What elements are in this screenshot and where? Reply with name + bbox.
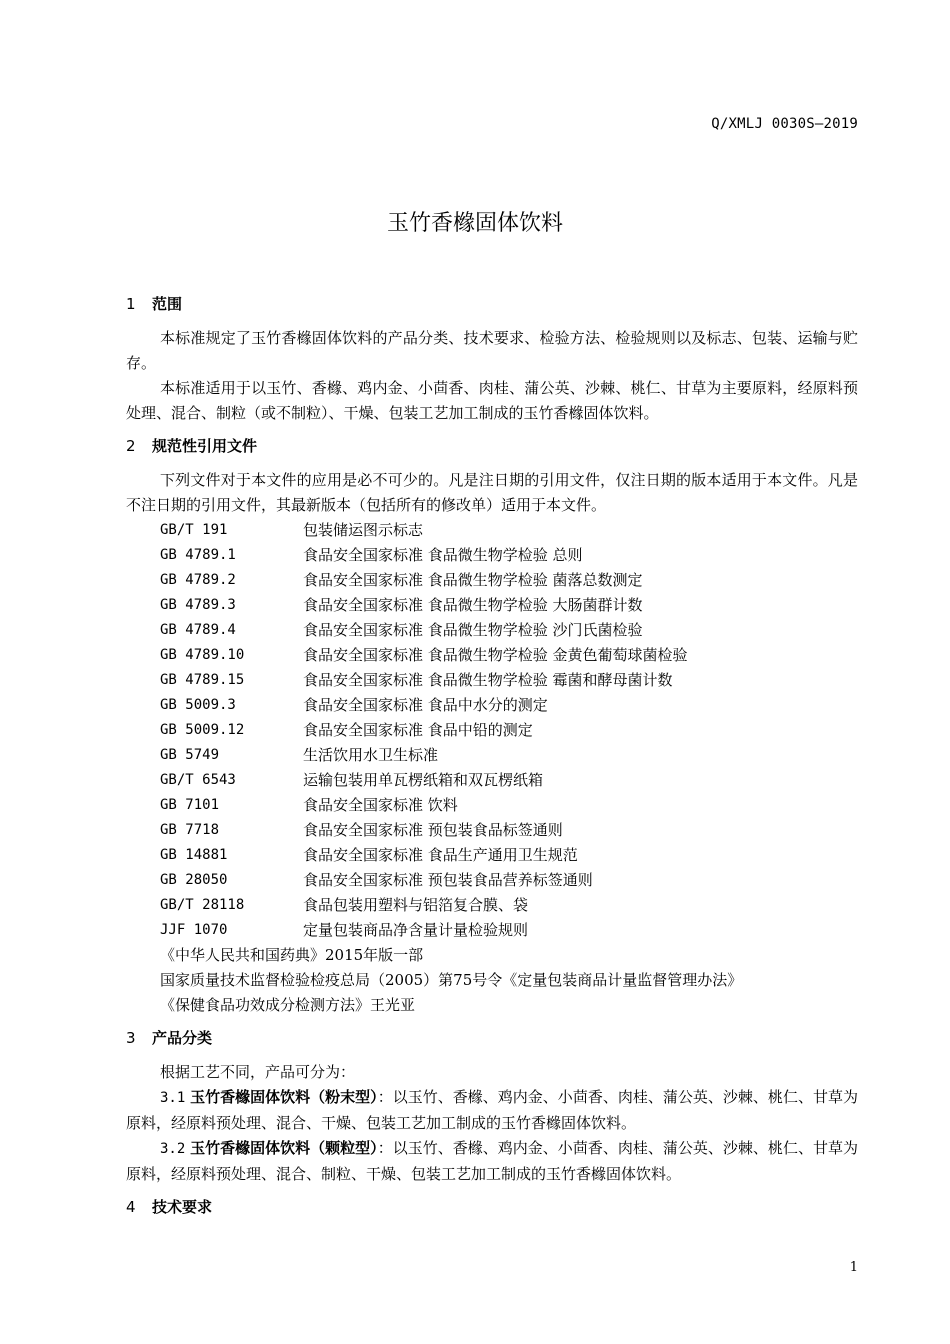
document-body (126, 292, 858, 1229)
reference-title: 食品安全国家标准 食品中铅的测定 (303, 721, 533, 739)
reference-title: 食品安全国家标准 食品微生物学检验 霉菌和酵母菌计数 (303, 671, 673, 689)
reference-code: JJF 1070 (160, 922, 228, 938)
section-heading-classification (126, 1026, 858, 1051)
reference-title: 食品安全国家标准 预包装食品标签通则 (303, 821, 563, 839)
reference-code: GB 5009.3 (160, 697, 236, 713)
section-number: 3 (126, 1029, 136, 1047)
reference-row (126, 718, 858, 743)
reference-row (126, 893, 858, 918)
reference-row (126, 518, 858, 543)
reference-title: 食品安全国家标准 食品微生物学检验 金黄色葡萄球菌检验 (303, 646, 688, 664)
subsection-number: 3.2 (160, 1141, 186, 1157)
reference-row (126, 793, 858, 818)
reference-title: 食品安全国家标准 饮料 (303, 796, 458, 814)
reference-code: GB 5749 (160, 747, 220, 763)
section-title: 技术要求 (152, 1198, 213, 1216)
reference-code: GB 4789.10 (160, 647, 245, 663)
reference-code: GB 4789.1 (160, 547, 236, 563)
reference-extra: 国家质量技术监督检验检疫总局（2005）第75号令《定量包装商品计量监督管理办法》 (160, 971, 743, 989)
reference-row (126, 543, 858, 568)
reference-row (126, 643, 858, 668)
reference-row (126, 743, 858, 768)
reference-code: GB 4789.2 (160, 572, 236, 588)
reference-row (126, 768, 858, 793)
reference-title: 食品安全国家标准 食品微生物学检验 菌落总数测定 (303, 571, 643, 589)
standard-code: Q/XMLJ 0030S—2019 (711, 116, 858, 132)
reference-code: GB 4789.15 (160, 672, 245, 688)
reference-title: 运输包装用单瓦楞纸箱和双瓦楞纸箱 (303, 771, 544, 789)
reference-title: 定量包装商品净含量计量检验规则 (303, 921, 529, 939)
reference-row (126, 568, 858, 593)
reference-row (126, 918, 858, 943)
reference-title: 包装储运图示标志 (303, 521, 424, 539)
reference-extra: 《中华人民共和国药典》2015年版一部 (160, 946, 424, 964)
references-intro: 下列文件对于本文件的应用是必不可少的。凡是注日期的引用文件，仅注日期的版本适用于本文件。凡是不注日期的引用文件，其最新版本（包括所有的修改单）适用于本文件。 (126, 471, 858, 514)
section-title: 范围 (152, 295, 183, 313)
reference-title: 食品安全国家标准 食品微生物学检验 总则 (303, 546, 583, 564)
reference-list (126, 518, 858, 943)
reference-code: GB 7718 (160, 822, 220, 838)
reference-title: 食品安全国家标准 食品中水分的测定 (303, 696, 548, 714)
classification-intro: 根据工艺不同，产品可分为： (160, 1063, 356, 1081)
reference-row (126, 693, 858, 718)
reference-code: GB 4789.3 (160, 597, 236, 613)
reference-title: 食品安全国家标准 预包装食品营养标签通则 (303, 871, 593, 889)
reference-row (126, 593, 858, 618)
subsection-text: ：以玉竹、香橼、鸡内金、小茴香、肉桂、蒲公英、沙棘、桃仁、甘草为原料，经原料预处理、混合、干燥、包装工艺加工制成的玉竹香橼固体饮料。 (126, 1088, 858, 1132)
reference-title: 生活饮用水卫生标准 (303, 746, 439, 764)
reference-title: 食品包装用塑料与铝箔复合膜、袋 (303, 896, 529, 914)
subsection-text: ：以玉竹、香橼、鸡内金、小茴香、肉桂、蒲公英、沙棘、桃仁、甘草为原料，经原料预处理、混合、制粒、干燥、包装工艺加工制成的玉竹香橼固体饮料。 (126, 1139, 858, 1183)
section-heading-requirements (126, 1195, 858, 1220)
subsection-label: 玉竹香橼固体饮料（粉末型） (190, 1088, 378, 1106)
reference-extra: 《保健食品功效成分检测方法》王光亚 (160, 996, 416, 1014)
subsection-label: 玉竹香橼固体饮料（颗粒型） (190, 1139, 378, 1157)
reference-title: 食品安全国家标准 食品生产通用卫生规范 (303, 846, 578, 864)
section-number: 2 (126, 437, 136, 455)
section-heading-scope (126, 292, 858, 317)
reference-title: 食品安全国家标准 食品微生物学检验 沙门氏菌检验 (303, 621, 643, 639)
reference-row (126, 818, 858, 843)
section-title: 规范性引用文件 (152, 437, 258, 455)
page-number: 1 (849, 1260, 858, 1275)
reference-row (126, 668, 858, 693)
section-title: 产品分类 (152, 1029, 213, 1047)
reference-row (126, 868, 858, 893)
subsection-number: 3.1 (160, 1090, 186, 1106)
reference-row (126, 618, 858, 643)
classification-item-powder (126, 1085, 858, 1136)
document-title: 玉竹香橼固体饮料 (386, 211, 563, 236)
reference-code: GB 4789.4 (160, 622, 236, 638)
scope-paragraph-1: 本标准规定了玉竹香橼固体饮料的产品分类、技术要求、检验方法、检验规则以及标志、包装、运输与贮存。 (126, 329, 858, 372)
section-heading-references (126, 434, 858, 459)
reference-code: GB/T 28118 (160, 897, 245, 913)
section-number: 4 (126, 1198, 136, 1216)
reference-code: GB/T 191 (160, 522, 228, 538)
classification-item-granule (126, 1136, 858, 1187)
reference-code: GB 28050 (160, 872, 228, 888)
reference-code: GB/T 6543 (160, 772, 236, 788)
reference-title: 食品安全国家标准 食品微生物学检验 大肠菌群计数 (303, 596, 643, 614)
section-number: 1 (126, 295, 136, 313)
reference-code: GB 5009.12 (160, 722, 245, 738)
reference-code: GB 7101 (160, 797, 220, 813)
reference-row (126, 843, 858, 868)
reference-code: GB 14881 (160, 847, 228, 863)
scope-paragraph-2: 本标准适用于以玉竹、香橼、鸡内金、小茴香、肉桂、蒲公英、沙棘、桃仁、甘草为主要原料，经原料预处理、混合、制粒（或不制粒）、干燥、包装工艺加工制成的玉竹香橼固体饮料。 (126, 379, 858, 422)
